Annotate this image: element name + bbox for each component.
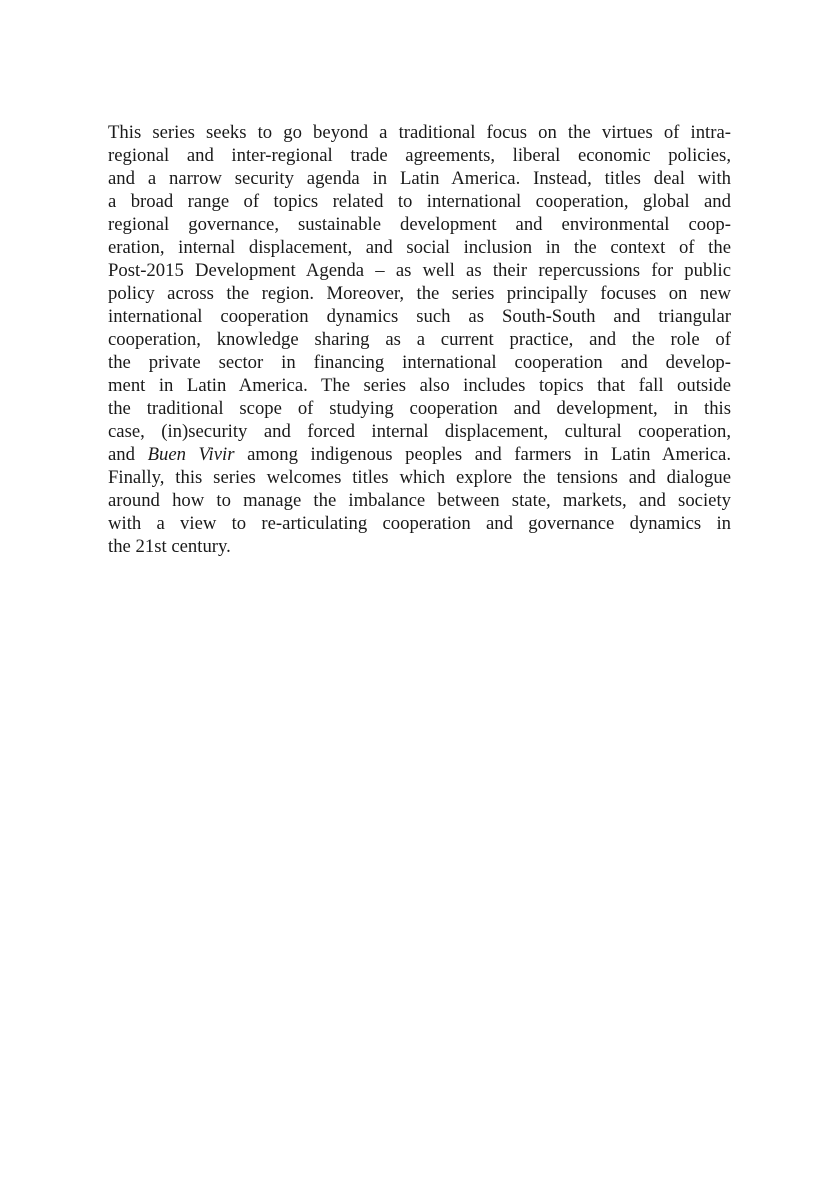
text-line: regional and inter-regional trade agreements, liberal economic policies, bbox=[108, 145, 731, 166]
text-line: around how to manage the imbalance between state, markets, and society bbox=[108, 490, 731, 511]
text-line: a broad range of topics related to international cooperation, global and bbox=[108, 191, 731, 212]
buen-vivir-italic: Buen Vivir bbox=[147, 444, 235, 465]
text-line: the private sector in financing international cooperation and develop- bbox=[108, 352, 731, 373]
text-line: eration, internal displacement, and social inclusion in the context of the bbox=[108, 237, 731, 258]
text-line: the traditional scope of studying cooperation and development, in this bbox=[108, 398, 731, 419]
text-line: case, (in)security and forced internal displacement, cultural cooperation, bbox=[108, 421, 731, 442]
text-fragment: among indigenous peoples and farmers in Latin America. bbox=[234, 444, 732, 465]
text-line: international cooperation dynamics such as South-South and triangular bbox=[108, 306, 731, 327]
text-line: policy across the region. Moreover, the series principally focuses on new bbox=[108, 283, 731, 304]
text-line: This series seeks to go beyond a traditional focus on the virtues of intra- bbox=[108, 122, 731, 143]
text-line: and a narrow security agenda in Latin America. Instead, titles deal with bbox=[108, 168, 731, 189]
series-description bbox=[108, 121, 731, 558]
text-line: Post-2015 Development Agenda – as well as their repercussions for public bbox=[108, 260, 731, 281]
text-line-buen-vivir bbox=[108, 443, 731, 466]
text-line: Finally, this series welcomes titles which explore the tensions and dialogue bbox=[108, 467, 731, 488]
text-line-last: the 21st century. bbox=[108, 536, 231, 557]
text-line: ment in Latin America. The series also includes topics that fall outside bbox=[108, 375, 731, 396]
text-line: cooperation, knowledge sharing as a current practice, and the role of bbox=[108, 329, 731, 350]
text-fragment: and bbox=[108, 444, 148, 465]
text-line: regional governance, sustainable development and environmental coop- bbox=[108, 214, 731, 235]
text-line: with a view to re-articulating cooperation and governance dynamics in bbox=[108, 513, 731, 534]
